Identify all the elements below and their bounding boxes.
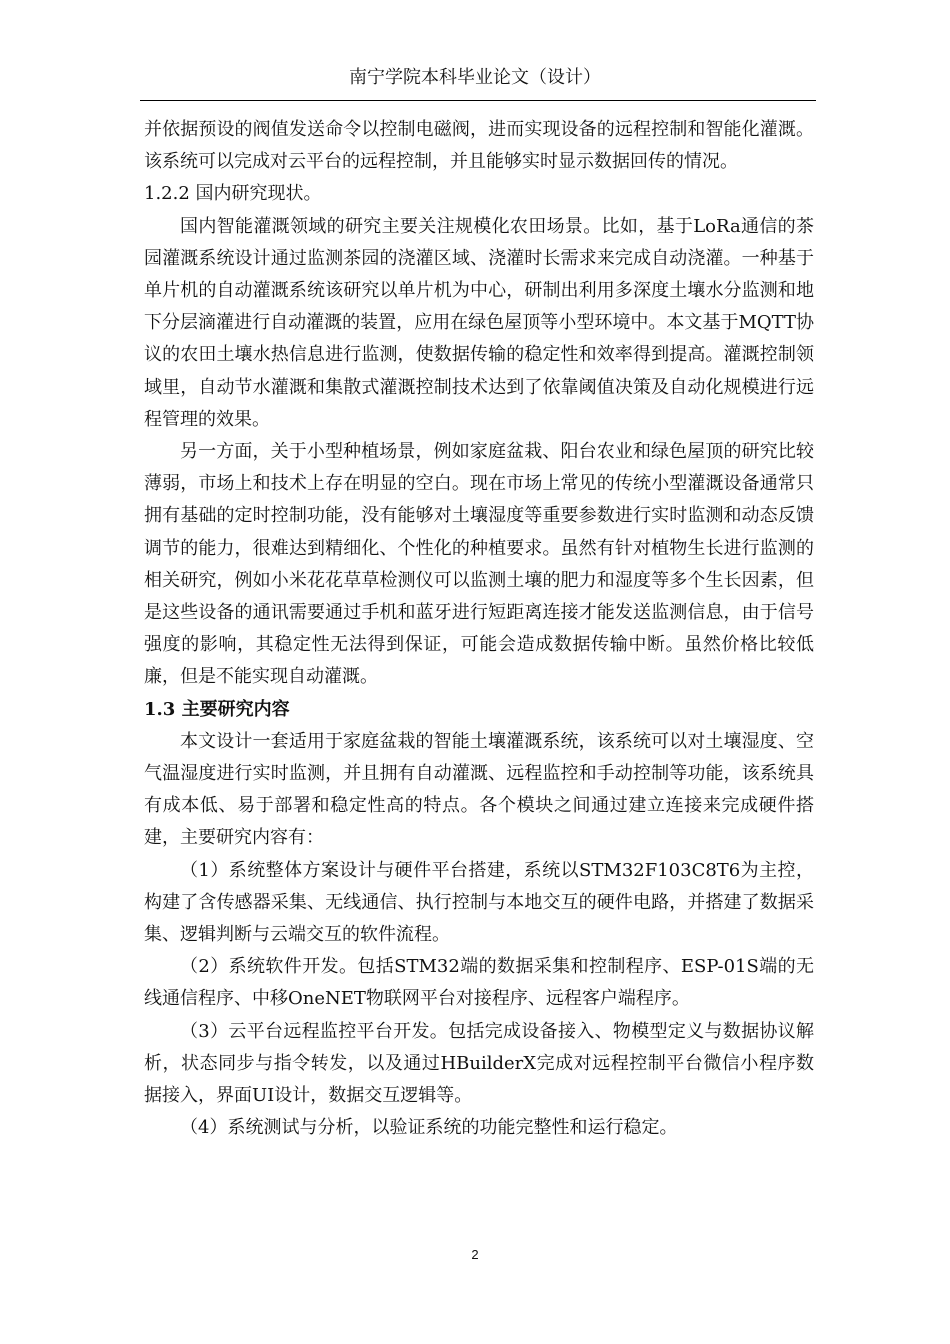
running-header: 南宁学院本科毕业论文（设计） — [349, 67, 601, 88]
list-item-2: （2）系统软件开发。包括STM32端的数据采集和控制程序、ESP-01S端的无线通信程序、中移OneNET物联网平台对接程序、远程客户端程序。 — [144, 956, 814, 1010]
page-number: 2 — [471, 1247, 479, 1262]
paragraph-domestic-research: 国内智能灌溉领域的研究主要关注规模化农田场景。比如，基于LoRa通信的茶园灌溉系统设计通过监测茶园的浇灌区域、浇灌时长需求来完成自动浇灌。一种基于单片机的自动灌溉系统该研究以单片机为中心，研制出利用多深度土壤水分监测和地下分层滴灌进行自动灌溉的装置，应用在绿色屋顶等小型环境中。本文基于MQTT协议的农田土壤水热信息进行监测，使数据传输的稳定性和效率得到提高。灌溉控制领域里，自动节水灌溉和集散式灌溉控制技术达到了依靠阈值决策及自动化规模进行远程管理的效果。 — [144, 215, 814, 430]
paragraph-continuation: 并依据预设的阀值发送命令以控制电磁阀，进而实现设备的远程控制和智能化灌溉。该系统可以完成对云平台的远程控制，并且能够实时显示数据回传的情况。 — [144, 119, 814, 173]
page-body — [144, 114, 814, 1145]
list-item-3: （3）云平台远程监控平台开发。包括完成设备接入、物模型定义与数据协议解析，状态同步与指令转发，以及通过HBuilderX完成对远程控制平台微信小程序数据接入，界面UI设计，数据交互逻辑等。 — [144, 1020, 814, 1107]
list-item-4: （4）系统测试与分析，以验证系统的功能完整性和运行稳定。 — [180, 1117, 678, 1139]
list-item-1: （1）系统整体方案设计与硬件平台搭建，系统以STM32F103C8T6为主控，构建了含传感器采集、无线通信、执行控制与本地交互的硬件电路，并搭建了数据采集、逻辑判断与云端交互的软件流程。 — [144, 859, 814, 946]
paragraph-main-research-content: 本文设计一套适用于家庭盆栽的智能土壤灌溉系统，该系统可以对土壤湿度、空气温湿度进行实时监测，并且拥有自动灌溉、远程监控和手动控制等功能，该系统具有成本低、易于部署和稳定性高的特点。各个模块之间通过建立连接来完成硬件搭建，主要研究内容有： — [144, 730, 814, 849]
section-heading-1-3: 1.3 主要研究内容 — [144, 698, 290, 720]
section-heading-1-2-2: 1.2.2 国内研究现状。 — [144, 183, 322, 205]
header-divider — [140, 100, 816, 101]
paragraph-small-scale-planting: 另一方面，关于小型种植场景，例如家庭盆栽、阳台农业和绿色屋顶的研究比较薄弱，市场上和技术上存在明显的空白。现在市场上常见的传统小型灌溉设备通常只拥有基础的定时控制功能，没有能够对土壤湿度等重要参数进行实时监测和动态反馈调节的能力，很难达到精细化、个性化的种植要求。虽然有针对植物生长进行监测的相关研究，例如小米花花草草检测仪可以监测土壤的肥力和湿度等多个生长因素，但是这些设备的通讯需要通过手机和蓝牙进行短距离连接才能发送监测信息，由于信号强度的影响，其稳定性无法得到保证，可能会造成数据传输中断。虽然价格比较低廉，但是不能实现自动灌溉。 — [144, 441, 814, 688]
